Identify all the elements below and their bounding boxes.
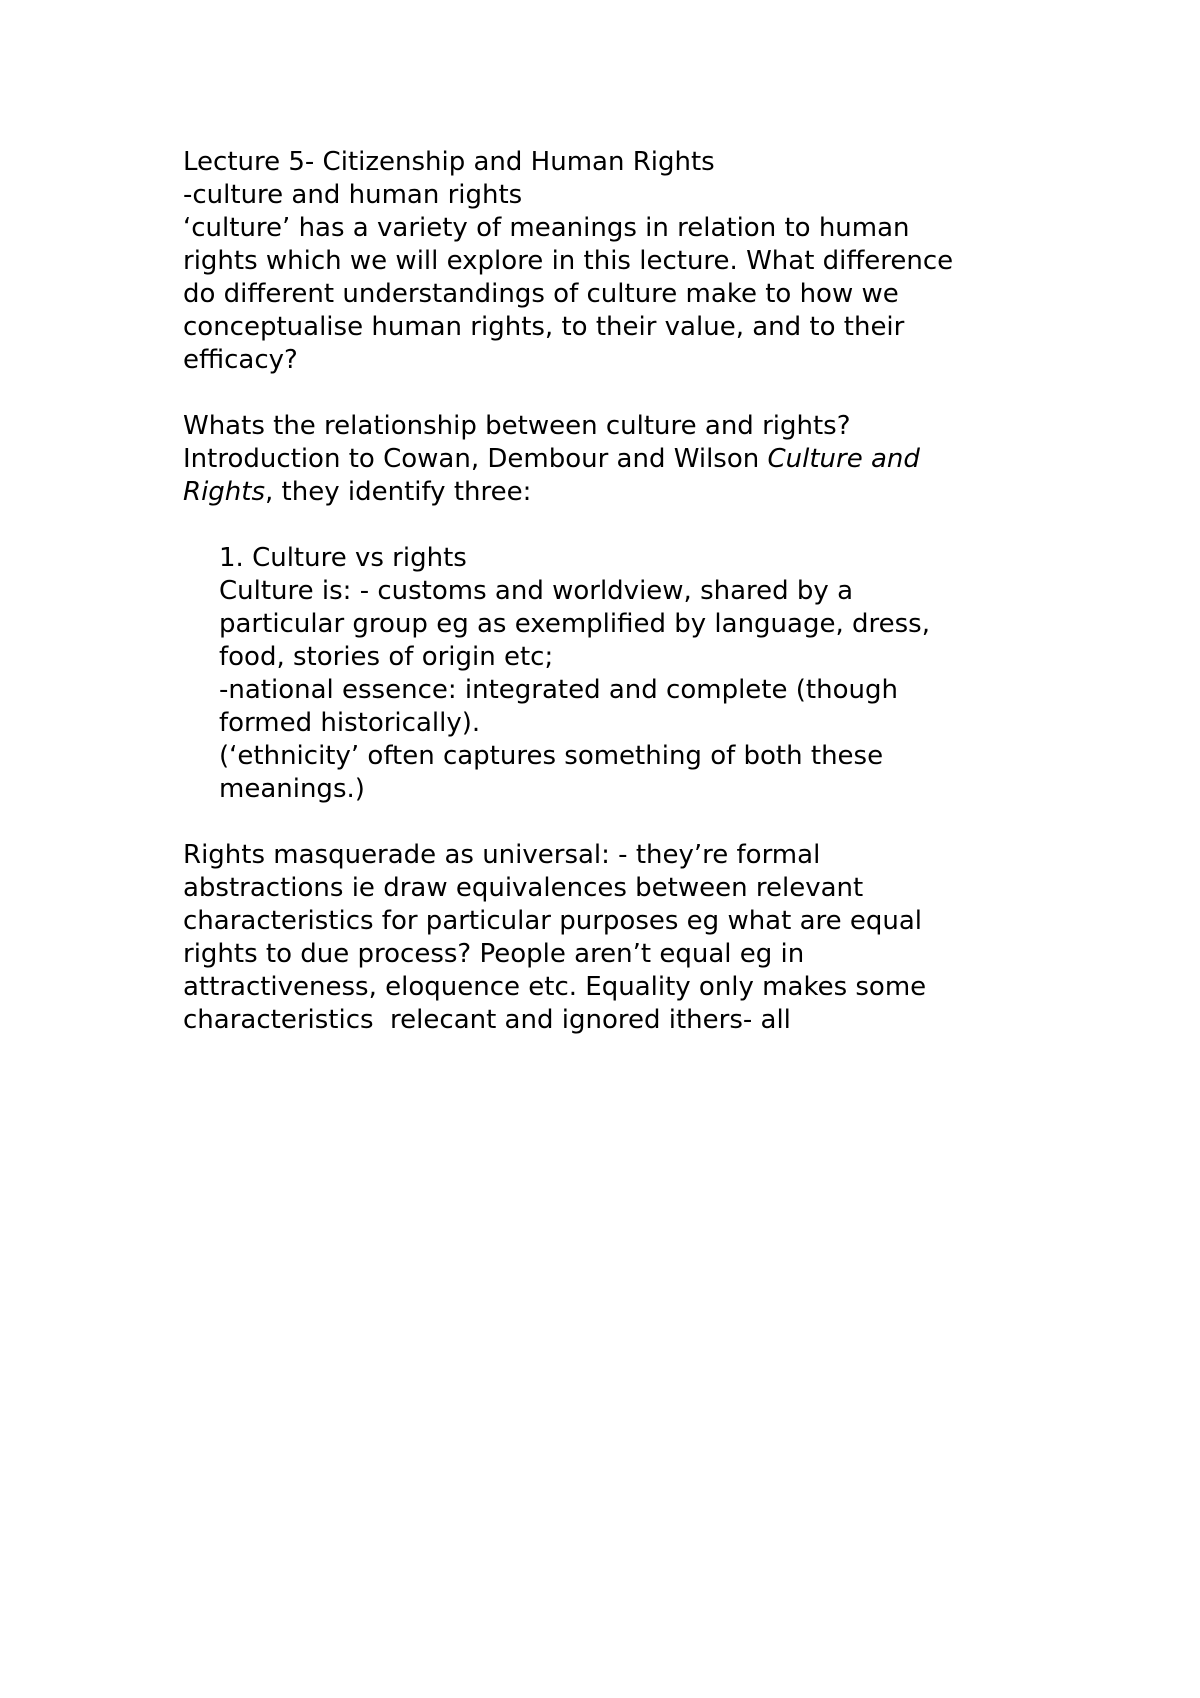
book-title: Rights bbox=[183, 477, 266, 507]
relationship-question: Whats the relationship between culture and rights? bbox=[183, 411, 851, 441]
rights-line: attractiveness, eloquence etc. Equality only makes some bbox=[183, 972, 927, 1002]
paragraph-gap bbox=[183, 509, 1063, 542]
rights-line: characteristics relecant and ignored ithers- all bbox=[183, 1005, 791, 1035]
rights-line: abstractions ie draw equivalences between relevant bbox=[183, 873, 864, 903]
relationship-text: Introduction to Cowan, Dembour and Wilson bbox=[183, 444, 768, 474]
list-item-line: -national essence: integrated and complete (though bbox=[219, 675, 898, 705]
intro-line: efficacy? bbox=[183, 345, 298, 375]
numbered-list bbox=[219, 542, 1063, 806]
relationship-text: , they identify three: bbox=[265, 477, 532, 507]
intro-line: ‘culture’ has a variety of meanings in relation to human bbox=[183, 213, 910, 243]
list-item-line: formed historically). bbox=[219, 708, 481, 738]
intro-line: do different understandings of culture make to how we bbox=[183, 279, 899, 309]
book-title: Culture and bbox=[767, 444, 920, 474]
relationship-paragraph bbox=[183, 410, 1063, 509]
list-item-line: (‘ethnicity’ often captures something of both these bbox=[219, 741, 884, 771]
paragraph-gap bbox=[183, 377, 1063, 410]
relationship-line bbox=[183, 476, 1063, 509]
document-subtitle: -culture and human rights bbox=[183, 180, 523, 210]
rights-line: characteristics for particular purposes eg what are equal bbox=[183, 906, 923, 936]
list-item-line: Culture is: - customs and worldview, shared by a bbox=[219, 576, 854, 606]
paragraph-gap bbox=[183, 806, 1063, 839]
intro-line: rights which we will explore in this lecture. What difference bbox=[183, 246, 954, 276]
intro-paragraph bbox=[183, 212, 1063, 377]
document-title: Lecture 5- Citizenship and Human Rights bbox=[183, 147, 715, 177]
rights-paragraph bbox=[183, 839, 1063, 1037]
intro-line: conceptualise human rights, to their value, and to their bbox=[183, 312, 905, 342]
document-body bbox=[183, 146, 1063, 1037]
list-item-line: food, stories of origin etc; bbox=[219, 642, 554, 672]
list-item-line: particular group eg as exemplified by language, dress, bbox=[219, 609, 930, 639]
rights-line: Rights masquerade as universal: - they’re formal bbox=[183, 840, 821, 870]
list-item-line: meanings.) bbox=[219, 774, 365, 804]
list-item-heading: 1. Culture vs rights bbox=[219, 543, 467, 573]
rights-line: rights to due process? People aren’t equal eg in bbox=[183, 939, 805, 969]
relationship-line bbox=[183, 443, 1063, 476]
